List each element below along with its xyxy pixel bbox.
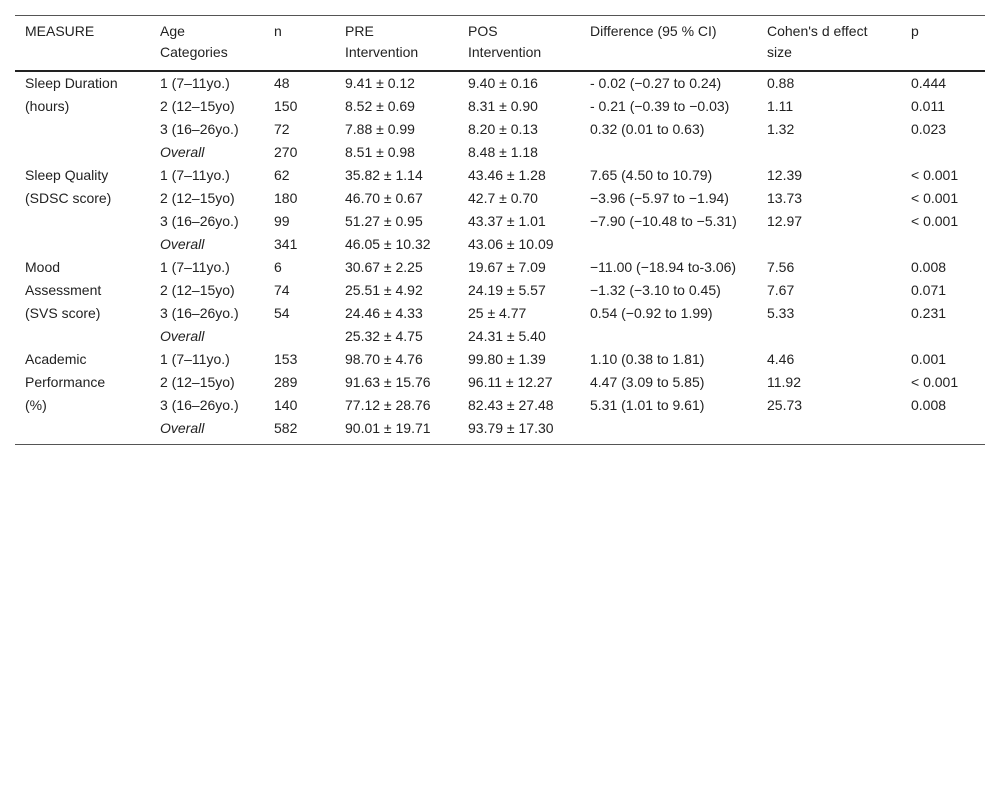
cell-pos-intervention: 24.31 ± 5.40	[468, 328, 546, 344]
cell-difference: −11.00 (−18.94 to-3.06)	[590, 259, 737, 275]
cell-age-category: Overall	[150, 417, 264, 445]
cell-n: 150	[274, 98, 298, 114]
cell-effect-size: 5.33	[767, 305, 795, 321]
cell-difference	[580, 325, 757, 348]
table-row	[15, 371, 985, 394]
cell-pre-intervention: 25.32 ± 4.75	[345, 328, 423, 344]
cell-pos-intervention: 42.7 ± 0.70	[468, 190, 538, 206]
cell-pos-intervention: 19.67 ± 7.09	[468, 259, 546, 275]
table-row	[15, 417, 985, 445]
table-row	[15, 233, 985, 256]
table-row	[15, 187, 985, 210]
cell-effect-size: 12.39	[767, 167, 803, 183]
cell-n: 72	[274, 121, 290, 137]
cell-difference: −1.32 (−3.10 to 0.45)	[590, 282, 721, 298]
cell-pos-intervention: 25 ± 4.77	[468, 305, 527, 321]
cell-effect-size: 7.56	[767, 259, 795, 275]
cell-pos-intervention: 8.20 ± 0.13	[468, 121, 538, 137]
cell-age-category: 1 (7–11yo.)	[160, 167, 230, 183]
cell-effect-size	[757, 325, 901, 348]
cell-pos-intervention: 99.80 ± 1.39	[468, 351, 546, 367]
cell-measure	[15, 233, 150, 256]
cell-pre-intervention: 46.70 ± 0.67	[345, 190, 423, 206]
cell-pre-intervention: 25.51 ± 4.92	[345, 282, 423, 298]
header-effect-size: Cohen's d effect size	[757, 16, 901, 72]
table-row	[15, 210, 985, 233]
cell-age-category: Overall	[160, 144, 205, 160]
cell-difference: - 0.21 (−0.39 to −0.03)	[590, 98, 730, 114]
cell-age-category: Overall	[160, 328, 205, 344]
cell-measure	[15, 210, 150, 233]
header-pre: PRE Intervention	[335, 16, 458, 72]
cell-n: 289	[274, 374, 298, 390]
cell-pre-intervention: 98.70 ± 4.76	[345, 351, 423, 367]
cell-measure: (hours)	[25, 98, 70, 114]
cell-age-category: 3 (16–26yo.)	[160, 121, 239, 137]
cell-n: 99	[274, 213, 290, 229]
cell-age-category: 1 (7–11yo.)	[160, 75, 230, 91]
table-header	[15, 16, 985, 72]
results-table	[15, 15, 985, 445]
cell-pre-intervention: 91.63 ± 15.76	[345, 374, 431, 390]
table-row	[15, 95, 985, 118]
header-row	[15, 16, 985, 72]
cell-age-category: 3 (16–26yo.)	[160, 305, 239, 321]
cell-measure: Sleep Duration	[25, 75, 118, 91]
cell-measure: (SDSC score)	[25, 190, 112, 206]
table-row	[15, 71, 985, 95]
cell-difference	[580, 233, 757, 256]
cell-age-category: 1 (7–11yo.)	[160, 351, 230, 367]
cell-age-category: 1 (7–11yo.)	[160, 259, 230, 275]
cell-difference: −7.90 (−10.48 to −5.31)	[590, 213, 737, 229]
cell-p-value: 0.023	[911, 121, 947, 137]
cell-p-value	[901, 417, 985, 445]
cell-difference	[580, 417, 757, 445]
header-measure: MEASURE	[15, 16, 150, 72]
header-p: p	[901, 16, 985, 72]
cell-effect-size: 11.92	[767, 374, 801, 390]
cell-p-value: 0.071	[911, 282, 947, 298]
cell-p-value	[901, 233, 985, 256]
cell-effect-size	[757, 141, 901, 164]
cell-measure: (SVS score)	[25, 305, 101, 321]
cell-age-category: 3 (16–26yo.)	[160, 397, 239, 413]
table-row	[15, 141, 985, 164]
cell-effect-size: 1.32	[767, 121, 795, 137]
cell-n: 140	[274, 397, 298, 413]
cell-effect-size: 7.67	[767, 282, 795, 298]
cell-pre-intervention: 51.27 ± 0.95	[345, 213, 423, 229]
cell-pos-intervention: 24.19 ± 5.57	[468, 282, 546, 298]
cell-effect-size: 12.97	[767, 213, 803, 229]
cell-pre-intervention: 7.88 ± 0.99	[345, 121, 415, 137]
cell-difference	[580, 141, 757, 164]
cell-effect-size: 0.88	[767, 75, 795, 91]
cell-p-value	[901, 141, 985, 164]
cell-age-category: 2 (12–15yo)	[160, 190, 235, 206]
cell-pre-intervention: 24.46 ± 4.33	[345, 305, 423, 321]
cell-measure: Academic	[25, 351, 87, 367]
cell-effect-size	[757, 233, 901, 256]
cell-measure: Sleep Quality	[25, 167, 109, 183]
cell-pos-intervention: 8.31 ± 0.90	[468, 98, 538, 114]
cell-pre-intervention: 46.05 ± 10.32	[345, 236, 431, 252]
cell-n: 62	[274, 167, 290, 183]
cell-difference: 0.54 (−0.92 to 1.99)	[590, 305, 713, 321]
cell-difference: 0.32 (0.01 to 0.63)	[590, 121, 705, 137]
cell-age-category: 3 (16–26yo.)	[160, 213, 239, 229]
cell-difference: 5.31 (1.01 to 9.61)	[590, 397, 705, 413]
cell-p-value: < 0.001	[911, 190, 959, 206]
cell-measure: Assessment	[25, 282, 102, 298]
cell-p-value	[901, 325, 985, 348]
table-row	[15, 394, 985, 417]
cell-p-value: 0.008	[911, 259, 947, 275]
cell-p-value: < 0.001	[911, 213, 959, 229]
table-row	[15, 279, 985, 302]
header-n: n	[264, 16, 335, 72]
cell-difference: 4.47 (3.09 to 5.85)	[590, 374, 705, 390]
cell-p-value: < 0.001	[911, 374, 959, 390]
cell-pre-intervention: 9.41 ± 0.12	[345, 75, 415, 91]
cell-pre-intervention: 90.01 ± 19.71	[335, 417, 458, 445]
cell-measure	[15, 118, 150, 141]
cell-measure	[15, 325, 150, 348]
cell-pre-intervention: 77.12 ± 28.76	[345, 397, 431, 413]
cell-measure	[15, 141, 150, 164]
cell-effect-size	[757, 417, 901, 445]
cell-p-value: < 0.001	[911, 167, 959, 183]
cell-pos-intervention: 43.37 ± 1.01	[468, 213, 546, 229]
cell-effect-size: 4.46	[767, 351, 795, 367]
cell-p-value: 0.011	[911, 98, 945, 114]
cell-n: 54	[274, 305, 290, 321]
cell-p-value: 0.231	[911, 305, 947, 321]
cell-p-value: 0.008	[911, 397, 947, 413]
cell-age-category: 2 (12–15yo)	[160, 98, 235, 114]
cell-effect-size: 1.11	[767, 98, 794, 114]
cell-p-value: 0.444	[911, 75, 947, 91]
table-row	[15, 164, 985, 187]
cell-pos-intervention: 8.48 ± 1.18	[468, 144, 538, 160]
cell-pos-intervention: 43.06 ± 10.09	[468, 236, 554, 252]
cell-n: 6	[274, 259, 282, 275]
cell-measure: Mood	[25, 259, 61, 275]
cell-difference: 1.10 (0.38 to 1.81)	[590, 351, 705, 367]
cell-n: 180	[274, 190, 298, 206]
cell-measure	[15, 417, 150, 445]
header-age: Age Categories	[150, 16, 264, 72]
table-row	[15, 325, 985, 348]
cell-n: 74	[274, 282, 290, 298]
table-row	[15, 118, 985, 141]
cell-n: 582	[264, 417, 335, 445]
cell-difference: −3.96 (−5.97 to −1.94)	[590, 190, 729, 206]
cell-effect-size: 25.73	[767, 397, 803, 413]
header-pos: POS Intervention	[458, 16, 580, 72]
cell-n: 48	[274, 75, 290, 91]
cell-n: 153	[274, 351, 298, 367]
cell-pos-intervention: 9.40 ± 0.16	[468, 75, 538, 91]
header-difference: Difference (95 % CI)	[580, 16, 757, 72]
cell-difference: - 0.02 (−0.27 to 0.24)	[590, 75, 722, 91]
cell-age-category: 2 (12–15yo)	[160, 282, 235, 298]
cell-n	[264, 325, 335, 348]
cell-age-category: Overall	[160, 236, 205, 252]
cell-pre-intervention: 8.51 ± 0.98	[345, 144, 415, 160]
table-row	[15, 256, 985, 279]
table-body	[15, 71, 985, 445]
cell-measure: (%)	[25, 397, 47, 413]
cell-pos-intervention: 82.43 ± 27.48	[468, 397, 554, 413]
cell-n: 341	[274, 236, 298, 252]
cell-measure: Performance	[25, 374, 106, 390]
cell-effect-size: 13.73	[767, 190, 803, 206]
cell-age-category: 2 (12–15yo)	[160, 374, 235, 390]
cell-difference: 7.65 (4.50 to 10.79)	[590, 167, 713, 183]
cell-pre-intervention: 8.52 ± 0.69	[345, 98, 415, 114]
cell-pre-intervention: 35.82 ± 1.14	[345, 167, 423, 183]
cell-pos-intervention: 93.79 ± 17.30	[458, 417, 580, 445]
cell-pos-intervention: 43.46 ± 1.28	[468, 167, 546, 183]
cell-pre-intervention: 30.67 ± 2.25	[345, 259, 423, 275]
cell-p-value: 0.001	[911, 351, 947, 367]
cell-pos-intervention: 96.11 ± 12.27	[468, 374, 553, 390]
table-row	[15, 348, 985, 371]
table-row	[15, 302, 985, 325]
cell-n: 270	[274, 144, 298, 160]
